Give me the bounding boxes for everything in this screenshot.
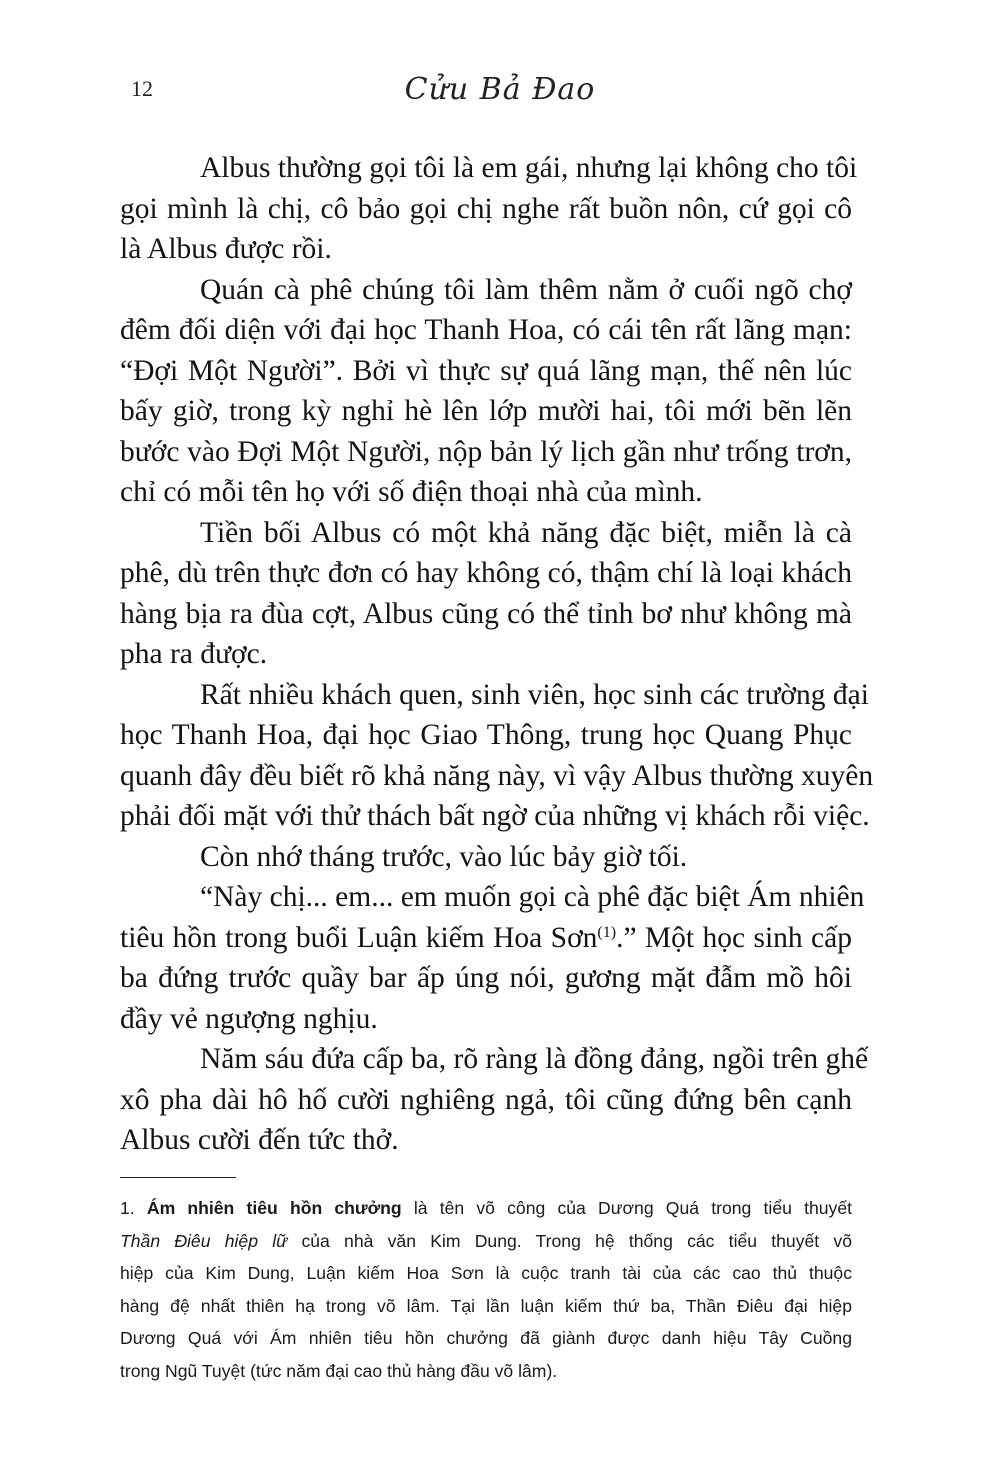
footnote-line: hiệp của Kim Dung, Luận kiếm Hoa Sơn là cuộc tranh tài của các cao thủ thuộc <box>120 1263 852 1283</box>
text-line: bấy giờ, trong kỳ nghỉ hè lên lớp mười hai, tôi mới bẽn lẽn <box>120 395 852 427</box>
book-title: Thần Điêu hiệp lữ <box>120 1230 288 1251</box>
body-text <box>120 148 874 1161</box>
text-line: ba đứng trước quầy bar ấp úng nói, gương mặt đẫm mồ hôi <box>120 962 852 994</box>
footnote-line: Dương Quá với Ám nhiên tiêu hồn chưởng đã giành được danh hiệu Tây Cuồng <box>120 1328 852 1348</box>
text-line: đêm đối diện với đại học Thanh Hoa, có cái tên rất lãng mạn: <box>120 314 852 346</box>
text-line: là Albus được rồi. <box>120 233 332 265</box>
footnote-line <box>120 1225 852 1258</box>
footnote-line: hàng đệ nhất thiên hạ trong võ lâm. Tại lần luận kiếm thứ ba, Thần Điêu đại hiệp <box>120 1295 852 1316</box>
text-line: Tiền bối Albus có một khả năng đặc biệt, miễn là cà <box>200 516 852 549</box>
text-line: phê, dù trên thực đơn có hay không có, thậm chí là loại khách <box>120 557 852 589</box>
text-line: xô pha dài hô hố cười nghiêng ngả, tôi cũng đứng bên cạnh <box>120 1083 852 1116</box>
text-line: hàng bịa ra đùa cợt, Albus cũng có thể tỉnh bơ như không mà <box>120 597 852 630</box>
footnote-reference[interactable]: (1) <box>597 923 617 941</box>
text-line <box>120 918 852 959</box>
footnote <box>120 1192 852 1387</box>
text-line: Albus cười đến tức thở. <box>120 1124 399 1156</box>
text-line: chỉ có mỗi tên họ với số điện thoại nhà của mình. <box>120 476 703 508</box>
footnote-divider <box>120 1177 236 1178</box>
text-line: Còn nhớ tháng trước, vào lúc bảy giờ tối. <box>200 840 688 873</box>
text-line: bước vào Đợi Một Người, nộp bản lý lịch gần như trống trơn, <box>120 435 852 468</box>
text-segment: tiêu hồn trong buổi Luận kiếm Hoa Sơn <box>120 921 598 954</box>
text-line: Năm sáu đứa cấp ba, rõ ràng là đồng đảng, ngồi trên ghế <box>200 1043 869 1075</box>
footnote-text: của nhà văn Kim Dung. Trong hệ thống các tiểu thuyết võ <box>287 1230 852 1251</box>
page-number: 12 <box>131 76 153 101</box>
running-title: Cửu Bả Đao <box>404 72 596 107</box>
text-line: “Đợi Một Người”. Bởi vì thực sự quá lãng mạn, thế nên lúc <box>120 354 852 387</box>
text-line: “Này chị... em... em muốn gọi cà phê đặc biệt Ám nhiên <box>200 881 865 913</box>
text-line: gọi mình là chị, cô bảo gọi chị nghe rất buồn nôn, cứ gọi cô <box>120 192 852 225</box>
footnote-line <box>120 1192 852 1225</box>
footnote-line: trong Ngũ Tuyệt (tức năm đại cao thủ hàng đầu võ lâm). <box>120 1360 558 1381</box>
text-line: pha ra được. <box>120 638 268 670</box>
footnote-text: là tên võ công của Dương Quá trong tiểu thuyết <box>401 1198 852 1218</box>
text-line: học Thanh Hoa, đại học Giao Thông, trung học Quang Phục <box>120 719 852 751</box>
text-line: đầy vẻ ngượng nghịu. <box>120 1002 378 1035</box>
footnote-term: Ám nhiên tiêu hồn chưởng <box>146 1198 402 1218</box>
text-segment: .” Một học sinh cấp <box>616 921 852 954</box>
text-line: Albus thường gọi tôi là em gái, nhưng lại không cho tôi <box>200 152 858 184</box>
footnote-number: 1. <box>120 1198 147 1218</box>
text-line: Rất nhiều khách quen, sinh viên, học sinh các trường đại <box>200 678 869 711</box>
text-line: phải đối mặt với thử thách bất ngờ của những vị khách rỗi việc. <box>120 800 870 832</box>
text-line: Quán cà phê chúng tôi làm thêm nằm ở cuối ngõ chợ <box>200 273 852 306</box>
text-line: quanh đây đều biết rõ khả năng này, vì vậy Albus thường xuyên <box>120 759 874 792</box>
